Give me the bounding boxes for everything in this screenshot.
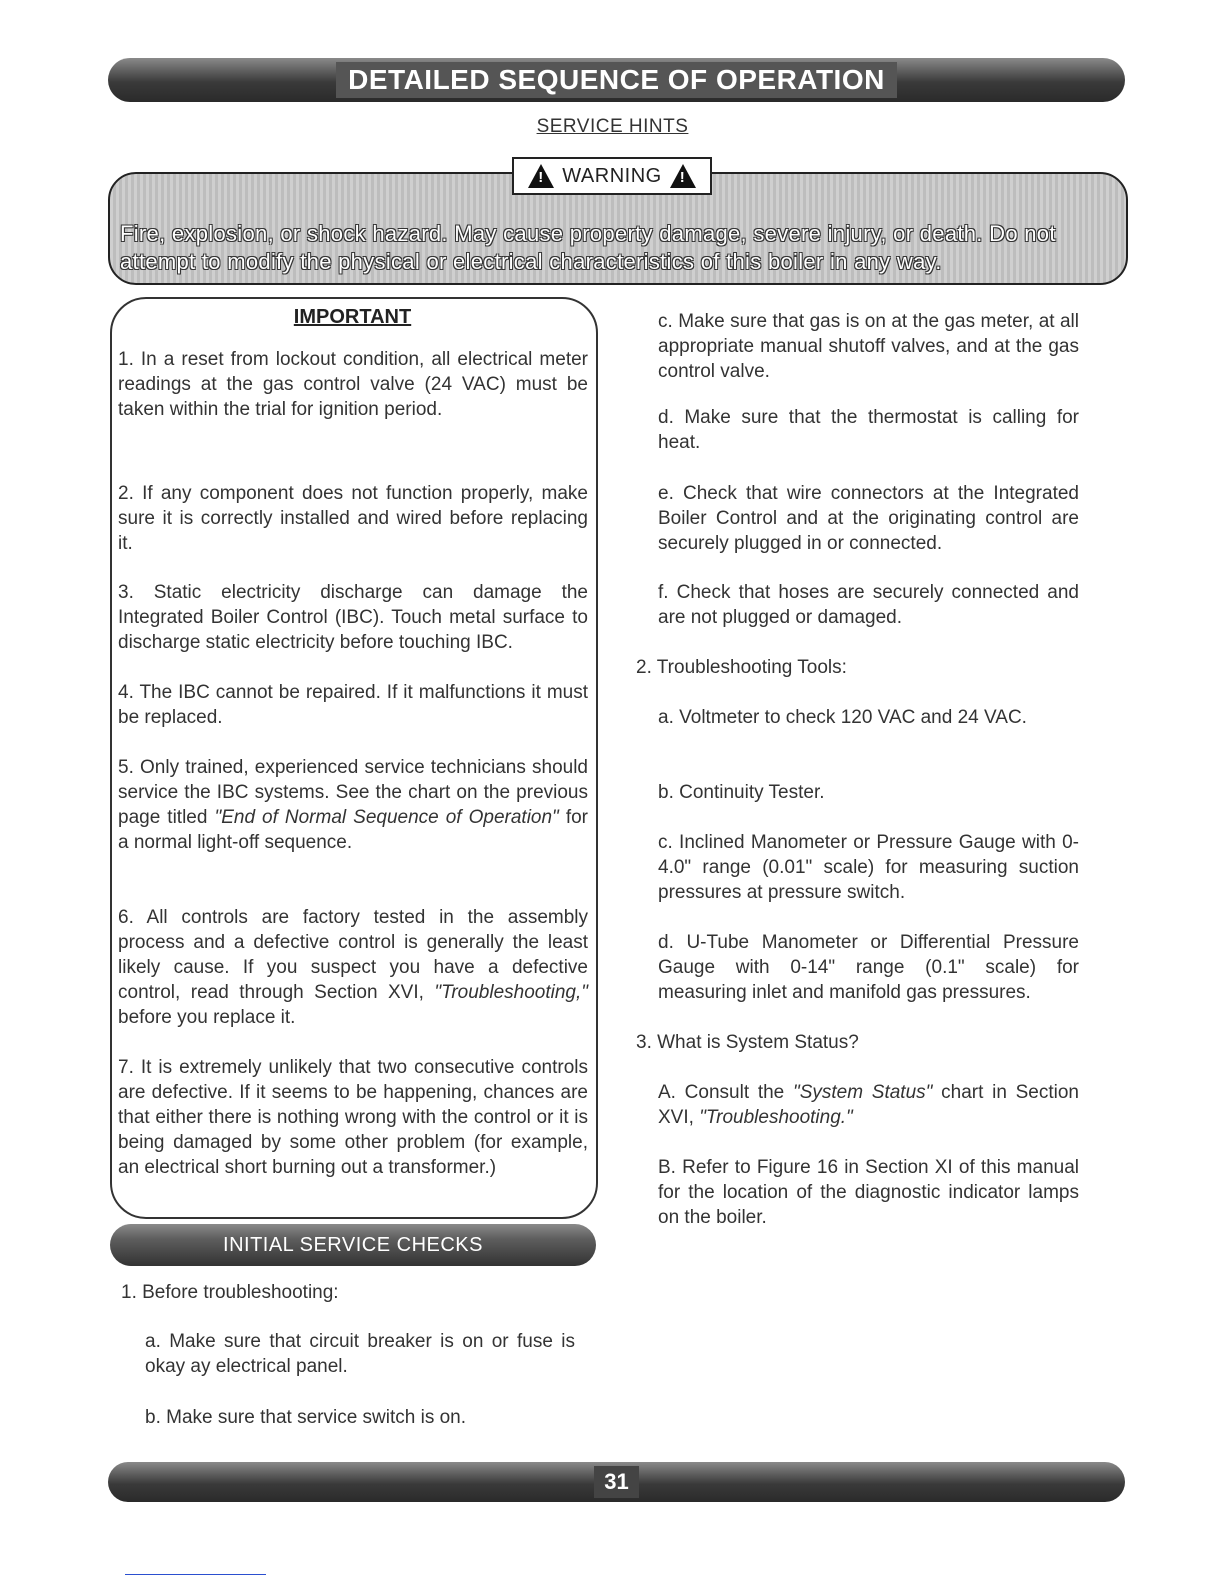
footer-banner — [108, 1462, 1125, 1502]
warning-triangle-icon — [528, 164, 554, 188]
warning-triangle-icon — [670, 164, 696, 188]
status-a: A. Consult the "System Status" chart in Section XVI, "Troubleshooting." — [658, 1082, 1079, 1128]
step-1b: b. Make sure that service switch is on. — [145, 1407, 467, 1428]
important-item-3: 3. Static electricity discharge can damage the Integrated Boiler Control (IBC). Touch metal surface to discharge static electricity before touching IBC. — [118, 582, 588, 653]
important-item-2: 2. If any component does not function properly, make sure it is correctly installed and wired before replacing it. — [118, 483, 588, 554]
tool-a: a. Voltmeter to check 120 VAC and 24 VAC. — [658, 707, 1027, 728]
tool-b: b. Continuity Tester. — [658, 782, 825, 803]
important-item-6: 6. All controls are factory tested in the assembly process and a defective control is generally the least likely cause. If you suspect you have a defective control, read through Section XVI, "Troubleshooting," before you replace it. — [118, 907, 588, 1028]
header-banner — [108, 58, 1125, 102]
important-item-5: 5. Only trained, experienced service technicians should service the IBC systems. See the chart on the previous page titled "End of Normal Sequence of Operation" for a normal light-off sequence. — [118, 757, 588, 853]
page-title: DETAILED SEQUENCE OF OPERATION — [336, 62, 897, 98]
important-item-7: 7. It is extremely unlikely that two consecutive controls are defective. If it seems to be happening, chances are that either there is nothing wrong with the control or it is being damaged by some other problem (for example, an electrical short burning out a transformer.) — [118, 1057, 588, 1178]
step-3: 3. What is System Status? — [636, 1032, 859, 1053]
warning-label-text: WARNING — [562, 164, 662, 187]
initial-service-checks-banner — [110, 1224, 596, 1266]
step-2: 2. Troubleshooting Tools: — [636, 657, 847, 678]
page-number: 31 — [594, 1466, 638, 1498]
step-1f: f. Check that hoses are securely connected and are not plugged or damaged. — [658, 582, 1079, 628]
step-1e: e. Check that wire connectors at the Integrated Boiler Control and at the originating control are securely plugged in or connected. — [658, 483, 1079, 554]
footer-divider — [125, 1574, 266, 1575]
status-b: B. Refer to Figure 16 in Section XI of this manual for the location of the diagnostic indicator lamps on the boiler. — [658, 1157, 1079, 1228]
section-subtitle: SERVICE HINTS — [536, 116, 689, 137]
step-1: 1. Before troubleshooting: — [121, 1282, 339, 1303]
important-title: IMPORTANT — [293, 306, 412, 328]
tool-d: d. U-Tube Manometer or Differential Pressure Gauge with 0-14" range (0.1" scale) for measuring inlet and manifold gas pressures. — [658, 932, 1079, 1003]
tool-c: c. Inclined Manometer or Pressure Gauge with 0-4.0" range (0.01" scale) for measuring suction pressures at pressure switch. — [658, 832, 1079, 903]
step-1c: c. Make sure that gas is on at the gas meter, at all appropriate manual shutoff valves, and at the gas control valve. — [658, 311, 1079, 382]
warning-label — [512, 157, 712, 195]
important-item-4: 4. The IBC cannot be repaired. If it malfunctions it must be replaced. — [118, 682, 588, 728]
initial-service-checks-title: INITIAL SERVICE CHECKS — [223, 1233, 483, 1256]
step-1a: a. Make sure that circuit breaker is on or fuse is okay ay electrical panel. — [145, 1331, 575, 1377]
warning-text: Fire, explosion, or shock hazard. May cause property damage, severe injury, or death. Do not attempt to modify the physical or electrical characteristics of this boiler in any way. — [120, 221, 1056, 274]
important-item-1: 1. In a reset from lockout condition, all electrical meter readings at the gas control valve (24 VAC) must be taken within the trial for ignition period. — [118, 349, 588, 420]
step-1d: d. Make sure that the thermostat is calling for heat. — [658, 407, 1079, 453]
